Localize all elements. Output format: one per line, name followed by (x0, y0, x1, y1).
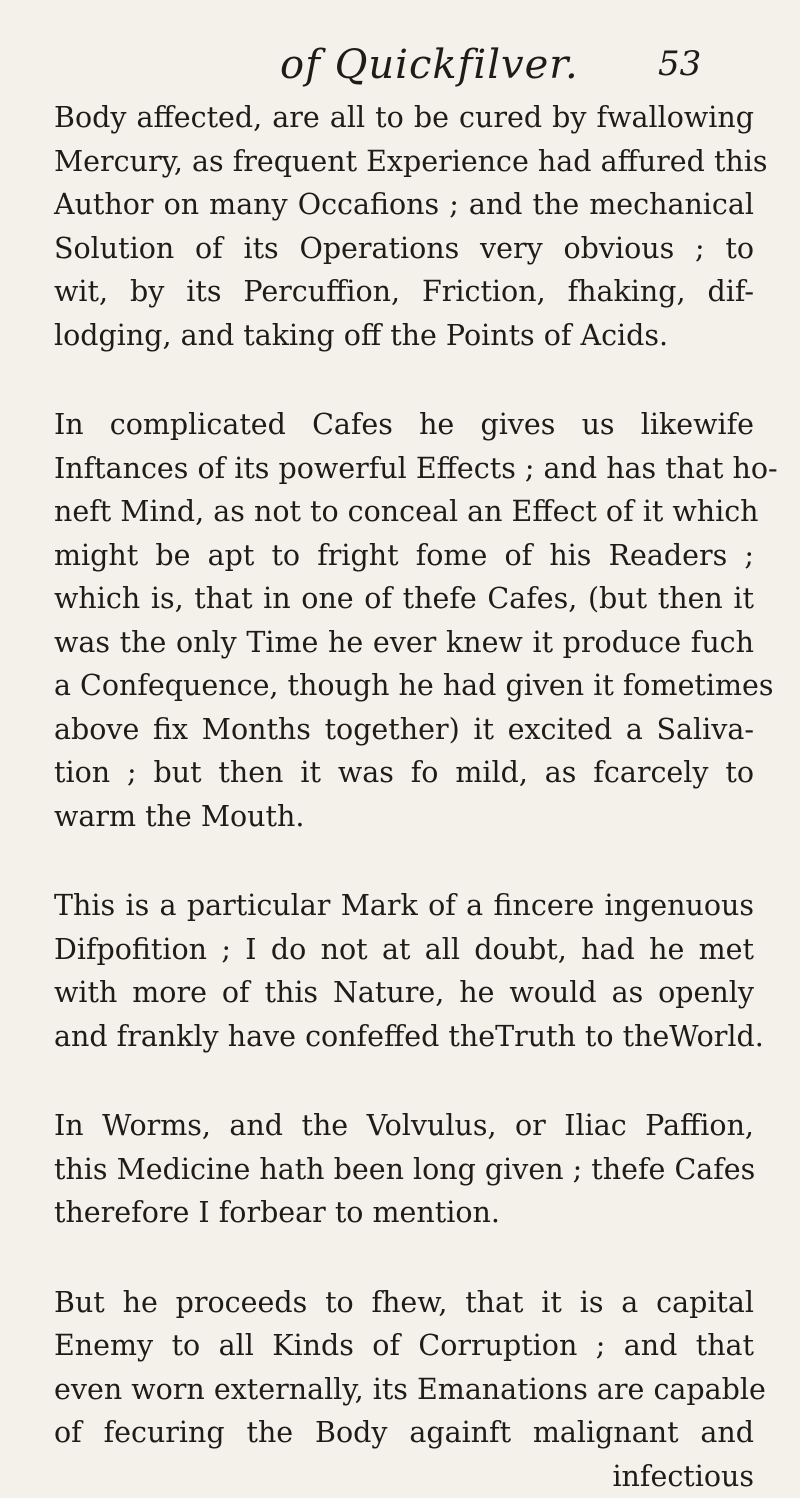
text-line: therefore I forbear to mention. (54, 1191, 754, 1235)
running-head: of Quickfilver. (280, 42, 579, 88)
text-line: neft Mind, as not to conceal an Effect of it which (54, 490, 754, 534)
text-line: might be apt to fright fome of his Readers ; (54, 534, 754, 578)
paragraph-3 (54, 884, 754, 1058)
paragraph-2 (54, 403, 754, 838)
text-line: Inftances of its powerful Effects ; and has that ho- (54, 447, 754, 491)
text-line: even worn externally, its Emanations are capable (54, 1368, 754, 1412)
text-line: Difpofition ; I do not at all doubt, had he met (54, 928, 754, 972)
body-text (54, 96, 754, 1498)
text-line: with more of this Nature, he would as openly (54, 971, 754, 1015)
catchword: infectious (54, 1455, 754, 1498)
text-line: This is a particular Mark of a fincere ingenuous (54, 884, 754, 928)
page-number: 53 (658, 44, 701, 84)
paragraph-5 (54, 1281, 754, 1498)
paragraph-1 (54, 96, 754, 357)
text-line: above fix Months together) it excited a Saliva- (54, 708, 754, 752)
text-line: wit, by its Percuffion, Friction, fhaking, dif- (54, 270, 754, 314)
text-line: Mercury, as frequent Experience had affured this (54, 140, 754, 184)
text-line: lodging, and taking off the Points of Acids. (54, 314, 754, 358)
text-line: Body affected, are all to be cured by fwallowing (54, 96, 754, 140)
text-line: tion ; but then it was fo mild, as fcarcely to (54, 751, 754, 795)
text-line: warm the Mouth. (54, 795, 754, 839)
text-line: of fecuring the Body againft malignant and (54, 1411, 754, 1455)
text-line: Solution of its Operations very obvious ; to (54, 227, 754, 271)
text-line: In complicated Cafes he gives us likewife (54, 403, 754, 447)
text-line: was the only Time he ever knew it produce fuch (54, 621, 754, 665)
text-line: In Worms, and the Volvulus, or Iliac Paffion, (54, 1104, 754, 1148)
page-header (0, 42, 800, 92)
text-line: and frankly have confeffed theTruth to theWorld. (54, 1015, 754, 1059)
paragraph-4 (54, 1104, 754, 1235)
text-line: this Medicine hath been long given ; thefe Cafes (54, 1148, 754, 1192)
text-line: Enemy to all Kinds of Corruption ; and that (54, 1324, 754, 1368)
text-line: a Confequence, though he had given it fometimes (54, 664, 754, 708)
text-line: Author on many Occafions ; and the mechanical (54, 183, 754, 227)
text-line: which is, that in one of thefe Cafes, (but then it (54, 577, 754, 621)
text-line: But he proceeds to fhew, that it is a capital (54, 1281, 754, 1325)
